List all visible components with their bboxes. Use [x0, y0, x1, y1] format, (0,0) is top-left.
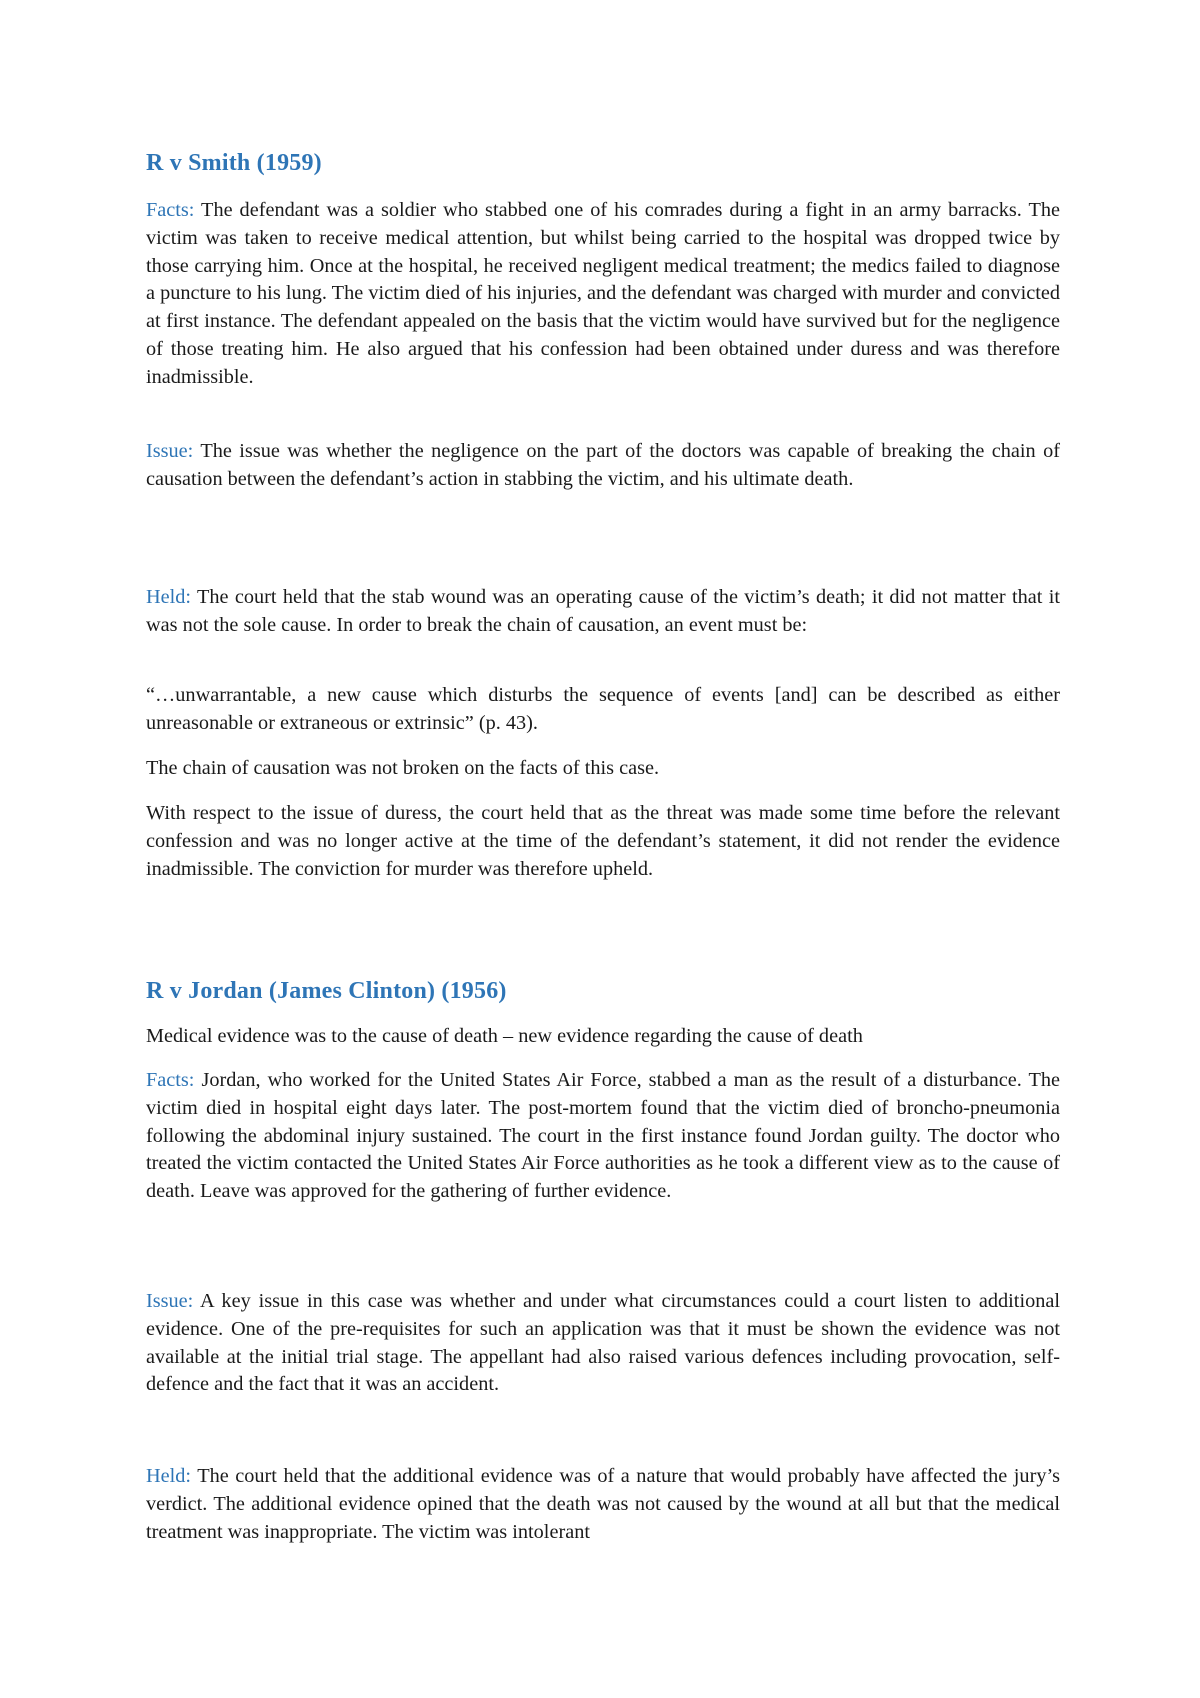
- jordan-facts-label: Facts:: [146, 1069, 195, 1091]
- smith-facts-text: The defendant was a soldier who stabbed one of his comrades during a fight in an army barracks. The victim was taken to receive medical attention, but whilst being carried to the hospital was dropped twice by those carrying him. Once at the hospital, he received negligent medical treatment; the medics failed to diagnose a puncture to his lung. The victim died of his injuries, and the defendant was charged with murder and convicted at first instance. The defendant appealed on the basis that the victim would have survived but for the negligence of those treating him. He also argued that his confession had been obtained under duress and was therefore inadmissible.: [146, 199, 1060, 388]
- smith-issue-text: The issue was whether the negligence on the part of the doctors was capable of breaking the chain of causation between the defendant’s action in stabbing the victim, and his ultimate death.: [146, 440, 1060, 490]
- smith-chain-paragraph: The chain of causation was not broken on the facts of this case.: [146, 757, 660, 779]
- smith-held-text: The court held that the stab wound was an operating cause of the victim’s death; it did not matter that it was not the sole cause. In order to break the chain of causation, an event must be:: [146, 586, 1060, 636]
- jordan-facts-paragraph: [146, 1067, 1060, 1206]
- jordan-facts-text: Jordan, who worked for the United States Air Force, stabbed a man as the result of a disturbance. The victim died in hospital eight days later. The post-mortem found that the victim died of broncho-pneumonia following the abdominal injury sustained. The court in the first instance found Jordan guilty. The doctor who treated the victim contacted the United States Air Force authorities as he took a different view as to the cause of death. Leave was approved for the gathering of further evidence.: [146, 1069, 1060, 1203]
- smith-facts-paragraph: [146, 197, 1060, 392]
- smith-held-paragraph: [146, 584, 1060, 640]
- jordan-issue-text: A key issue in this case was whether and under what circumstances could a court listen to additional evidence. One of the pre-requisites for such an application was that it must be shown the evidence was not available at the initial trial stage. The appellant had also raised various defences including provocation, self-defence and the fact that it was an accident.: [146, 1290, 1060, 1396]
- jordan-issue-label: Issue:: [146, 1290, 194, 1312]
- jordan-held-text: The court held that the additional evidence was of a nature that would probably have affected the jury’s verdict. The additional evidence opined that the death was not caused by the wound at all but that the medical treatment was inappropriate. The victim was intolerant: [146, 1465, 1060, 1543]
- jordan-held-label: Held:: [146, 1465, 192, 1487]
- jordan-intro-paragraph: Medical evidence was to the cause of death – new evidence regarding the cause of death: [146, 1025, 863, 1047]
- case-title-jordan: R v Jordan (James Clinton) (1956): [146, 978, 507, 1004]
- jordan-issue-paragraph: [146, 1288, 1060, 1399]
- smith-facts-label: Facts:: [146, 199, 195, 221]
- smith-held-label: Held:: [146, 586, 192, 608]
- smith-duress-paragraph: With respect to the issue of duress, the court held that as the threat was made some time before the relevant confession and was no longer active at the time of the defendant’s statement, it did not render the evidence inadmissible. The conviction for murder was therefore upheld.: [146, 802, 1060, 880]
- smith-issue-paragraph: [146, 438, 1060, 494]
- case-title-smith: R v Smith (1959): [146, 150, 322, 176]
- smith-quote-paragraph: “…unwarrantable, a new cause which disturbs the sequence of events [and] can be described as either unreasonable or extraneous or extrinsic” (p. 43).: [146, 684, 1060, 734]
- jordan-held-paragraph: [146, 1463, 1060, 1546]
- smith-issue-label: Issue:: [146, 440, 194, 462]
